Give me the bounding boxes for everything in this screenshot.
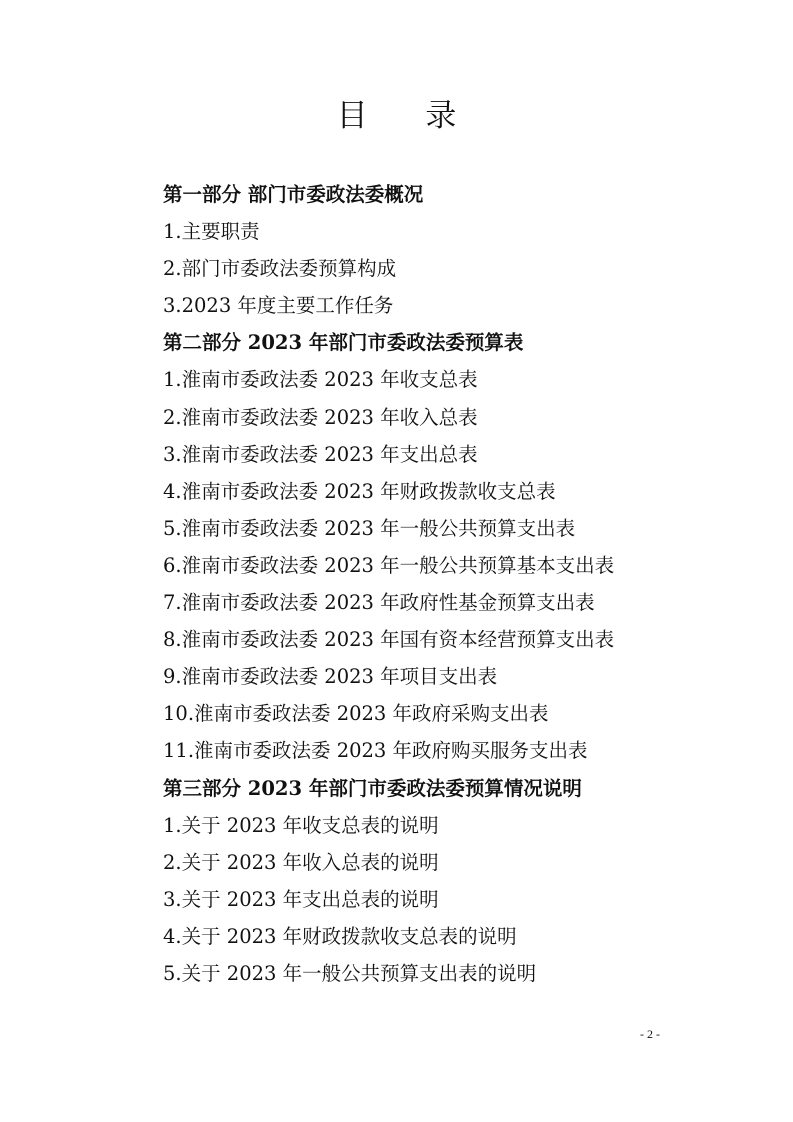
toc-item[interactable]: 7.淮南市委政法委 2023 年政府性基金预算支出表 [163,591,595,615]
page-title: 目 录 [336,98,481,134]
toc-item[interactable]: 3.关于 2023 年支出总表的说明 [163,887,439,911]
toc-item[interactable]: 3.2023 年度主要工作任务 [163,294,394,318]
toc-item[interactable]: 5.关于 2023 年一般公共预算支出表的说明 [163,961,537,985]
toc-item[interactable]: 1.淮南市委政法委 2023 年收支总表 [163,368,478,392]
toc-item[interactable]: 10.淮南市委政法委 2023 年政府采购支出表 [163,702,549,726]
toc-item[interactable]: 3.淮南市委政法委 2023 年支出总表 [163,442,478,466]
table-of-contents [163,176,763,992]
toc-item[interactable]: 4.淮南市委政法委 2023 年财政拨款收支总表 [163,479,556,503]
toc-item[interactable]: 5.淮南市委政法委 2023 年一般公共预算支出表 [163,516,576,540]
page-number: - 2 - [640,1027,660,1041]
toc-item[interactable]: 6.淮南市委政法委 2023 年一般公共预算基本支出表 [163,553,615,577]
toc-item[interactable]: 2.淮南市委政法委 2023 年收入总表 [163,405,478,429]
toc-section-heading-3[interactable]: 第三部分 2023 年部门市委政法委预算情况说明 [163,776,582,800]
toc-section-heading-1[interactable]: 第一部分 部门市委政法委概况 [163,183,424,206]
toc-item[interactable]: 1.主要职责 [163,220,260,244]
toc-item[interactable]: 1.关于 2023 年收支总表的说明 [163,813,439,837]
toc-item[interactable]: 8.淮南市委政法委 2023 年国有资本经营预算支出表 [163,628,615,652]
toc-item[interactable]: 4.关于 2023 年财政拨款收支总表的说明 [163,924,517,948]
toc-item[interactable]: 2.部门市委政法委预算构成 [163,257,397,281]
toc-item[interactable]: 2.关于 2023 年收入总表的说明 [163,850,439,874]
toc-item[interactable]: 9.淮南市委政法委 2023 年项目支出表 [163,665,498,689]
toc-item[interactable]: 11.淮南市委政法委 2023 年政府购买服务支出表 [163,739,588,763]
toc-section-heading-2[interactable]: 第二部分 2023 年部门市委政法委预算表 [163,331,524,355]
